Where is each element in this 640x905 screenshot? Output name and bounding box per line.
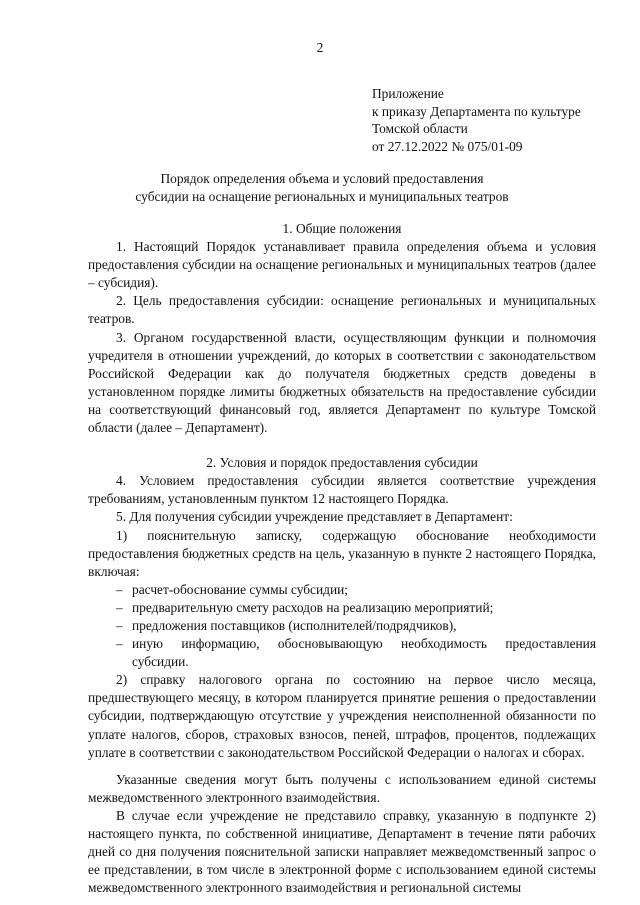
appendix-block: [372, 85, 622, 155]
title-line: Порядок определения объема и условий предоставления: [160, 171, 484, 186]
appendix-line: от 27.12.2022 № 075/01-09: [372, 138, 523, 154]
document-body: [88, 220, 596, 897]
paragraph: Указанные сведения могут быть получены с использованием единой системы межведомственного электронного взаимодействия.: [88, 771, 596, 805]
list-item-text: предложения поставщиков (исполнителей/подрядчиков),: [132, 617, 457, 633]
list-item-text: расчет-обоснование суммы субсидии;: [132, 581, 349, 597]
section-heading: 2. Условия и порядок предоставления субсидии: [206, 455, 478, 471]
appendix-line: Приложение: [372, 86, 444, 101]
paragraph: 3. Органом государственной власти, осуществляющим функции и полномочия учредителя в отношении учреждений, до которых в соответствии с законодательством Российской Федерации как до получателя бюджетных средств доведены в установленном порядке лимиты бюджетных обязательств на предоставление субсидии на соответствующий финансовый год, является Департамент по культуре Томской области (далее – Департамент).: [88, 329, 596, 436]
document-title: [96, 170, 548, 206]
paragraph: 4. Условием предоставления субсидии является соответствие учреждения требованиям, установленным пунктом 12 настоящего Порядка.: [88, 473, 596, 507]
appendix-line: к приказу Департамента по культуре: [372, 103, 581, 119]
paragraph: 1) пояснительную записку, содержащую обоснование необходимости предоставления бюджетных средств на цель, указанную в пункте 2 настоящего Порядка, включая:: [88, 527, 596, 579]
paragraph: 5. Для получения субсидии учреждение представляет в Департамент:: [116, 509, 513, 525]
page-number: 2: [316, 40, 324, 55]
list-item-text: иную информацию, обосновывающую необходимость предоставления субсидии.: [132, 636, 596, 670]
dash-marker: –: [116, 636, 123, 652]
title-line: субсидии на оснащение региональных и муниципальных театров: [135, 189, 509, 204]
paragraph: 2. Цель предоставления субсидии: оснащение региональных и муниципальных театров.: [88, 293, 596, 327]
list-item: [88, 635, 596, 671]
list-item: [88, 617, 596, 635]
section-heading: 1. Общие положения: [282, 221, 402, 236]
dash-marker: –: [116, 581, 123, 597]
dash-marker: –: [116, 599, 123, 615]
paragraph: 1. Настоящий Порядок устанавливает правила определения объема и условия предоставления субсидии на оснащение региональных и муниципальных театров (далее – субсидия).: [88, 239, 596, 291]
list-item: [88, 581, 596, 599]
paragraph: В случае если учреждение не представило справку, указанную в подпункте 2) настоящего пункта, по собственной инициативе, Департамент в течение пяти рабочих дней со дня получения пояснительной записки направляет межведомственный запрос о ее представлении, в том числе в электронной форме с использованием единой системы межведомственного электронного взаимодействия и региональной системы: [88, 807, 596, 896]
appendix-line: Томской области: [372, 121, 468, 137]
list-item-text: предварительную смету расходов на реализацию мероприятий;: [132, 599, 494, 615]
dash-marker: –: [116, 617, 123, 633]
paragraph: 2) справку налогового органа по состоянию на первое число месяца, предшествующего месяцу, в котором планируется принятие решения о предоставлении субсидии, подтверждающую отсутствие у учреждения неисполненной обязанности по уплате налогов, сборов, страховых взносов, пеней, штрафов, процентов, подлежащих уплате в соответствии с законодательством Российской Федерации о налогах и сборах.: [88, 672, 596, 760]
list-item: [88, 599, 596, 617]
